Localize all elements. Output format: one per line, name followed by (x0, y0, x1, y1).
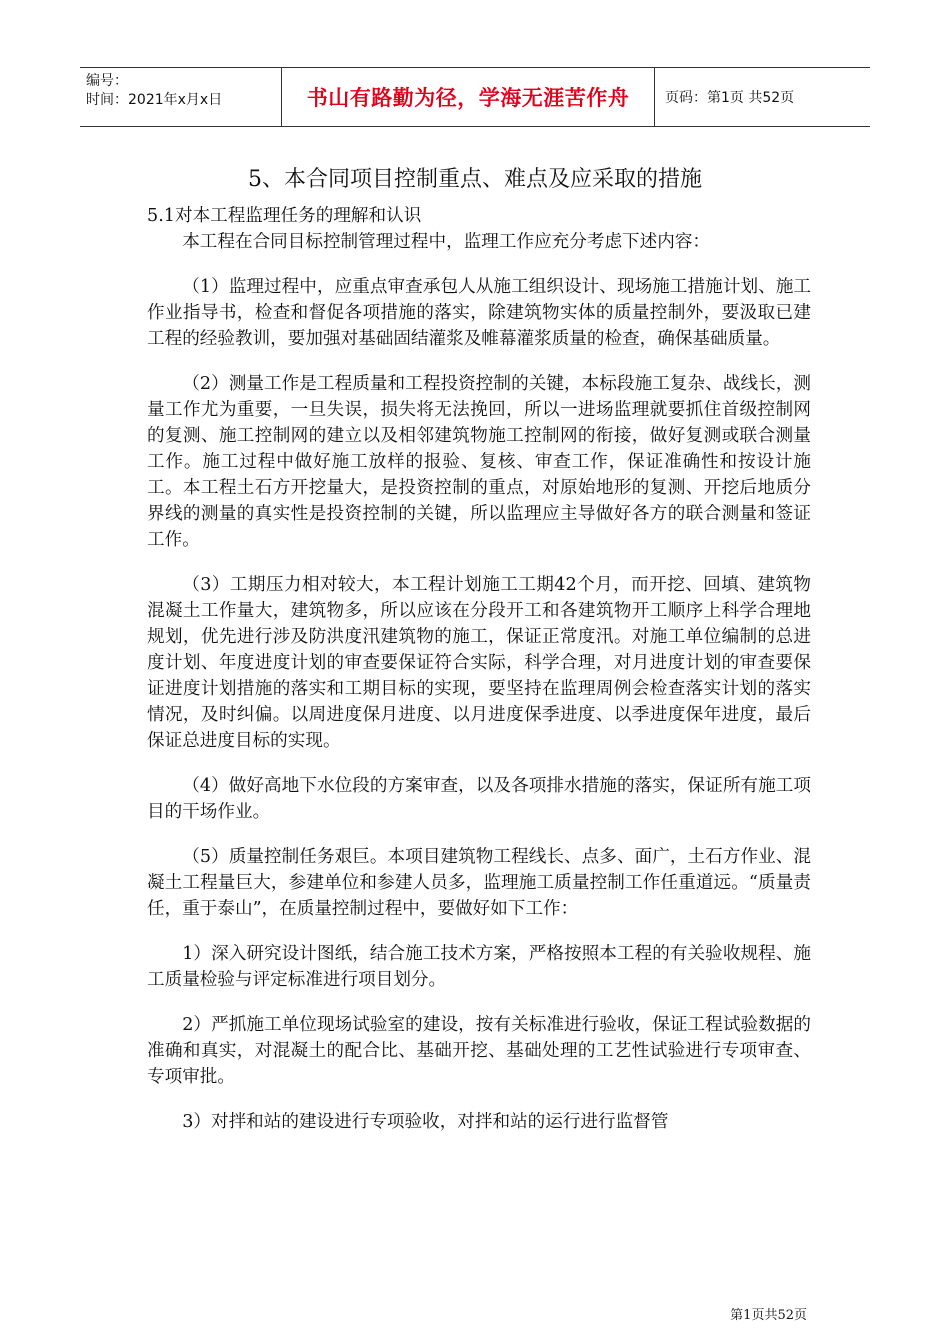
paragraph-item-1: （1）监理过程中，应重点审查承包人从施工组织设计、现场施工措施计划、施工作业指导书，检查和督促各项措施的落实，除建筑物实体的质量控制外，要汲取已建工程的经验教训，要加强对基础固结灌浆及帷幕灌浆质量的检查，确保基础质量。 (147, 277, 811, 349)
document-time-label: 时间：2021年x月x日 (86, 92, 223, 108)
paragraph-subitem-1: 1）深入研究设计图纸，结合施工技术方案，严格按照本工程的有关验收规程、施工质量检验与评定标准进行项目划分。 (147, 944, 811, 990)
paragraph-intro: 本工程在合同目标控制管理过程中，监理工作应充分考虑下述内容： (182, 232, 711, 252)
paragraph-item-3: （3）工期压力相对较大，本工程计划施工工期42个月，而开挖、回填、建筑物混凝土工作量大，建筑物多，所以应该在分段开工和各建筑物开工顺序上科学合理地规划，优先进行涉及防洪度汛建筑物的施工，保证正常度汛。对施工单位编制的总进度计划、年度进度计划的审查要保证符合实际，科学合理，对月进度计划的审查要保证进度计划措施的落实和工期目标的实现，要坚持在监理周例会检查落实计划的落实情况，及时纠偏。以周进度保月进度、以月进度保季进度、以季进度保年进度，最后保证总进度目标的实现。 (147, 575, 811, 751)
page-footer: 第1页共52页 (730, 1308, 807, 1323)
document-title: 5、本合同项目控制重点、难点及应采取的措施 (248, 167, 702, 192)
page-header (80, 67, 870, 127)
paragraph-item-4: （4）做好高地下水位段的方案审查，以及各项排水措施的落实，保证所有施工项目的干场作业。 (147, 776, 811, 822)
header-motto: 书山有路勤为径，学海无涯苦作舟 (282, 68, 655, 126)
paragraph-subitem-2: 2）严抓施工单位现场试验室的建设，按有关标准进行验收，保证工程试验数据的准确和真实，对混凝土的配合比、基础开挖、基础处理的工艺性试验进行专项审查、专项审批。 (147, 1015, 811, 1087)
paragraph-item-5: （5）质量控制任务艰巨。本项目建筑物工程线长、点多、面广，土石方作业、混凝土工程量巨大，参建单位和参建人员多，监理施工质量控制工作任重道远。“质量责任，重于泰山”，在质量控制过程中，要做好如下工作： (147, 847, 811, 919)
header-meta (80, 68, 282, 126)
header-page-info: 页码：第1页 共52页 (665, 90, 795, 106)
paragraph-item-2: （2）测量工作是工程质量和工程投资控制的关键，本标段施工复杂、战线长，测量工作尤为重要，一旦失误，损失将无法挽回，所以一进场监理就要抓住首级控制网的复测、施工控制网的建立以及相邻建筑物施工控制网的衔接，做好复测或联合测量工作。施工过程中做好施工放样的报验、复核、审查工作，保证准确性和按设计施工。本工程土石方开挖量大，是投资控制的重点，对原始地形的复测、开挖后地质分界线的测量的真实性是投资控制的关键，所以监理应主导做好各方的联合测量和签证工作。 (147, 374, 811, 550)
document-body (147, 203, 811, 1154)
paragraph-subitem-3: 3）对拌和站的建设进行专项验收，对拌和站的运行进行监督管 (182, 1112, 669, 1132)
section-heading: 5.1对本工程监理任务的理解和认识 (147, 206, 422, 226)
document-number-label: 编号： (86, 73, 128, 89)
